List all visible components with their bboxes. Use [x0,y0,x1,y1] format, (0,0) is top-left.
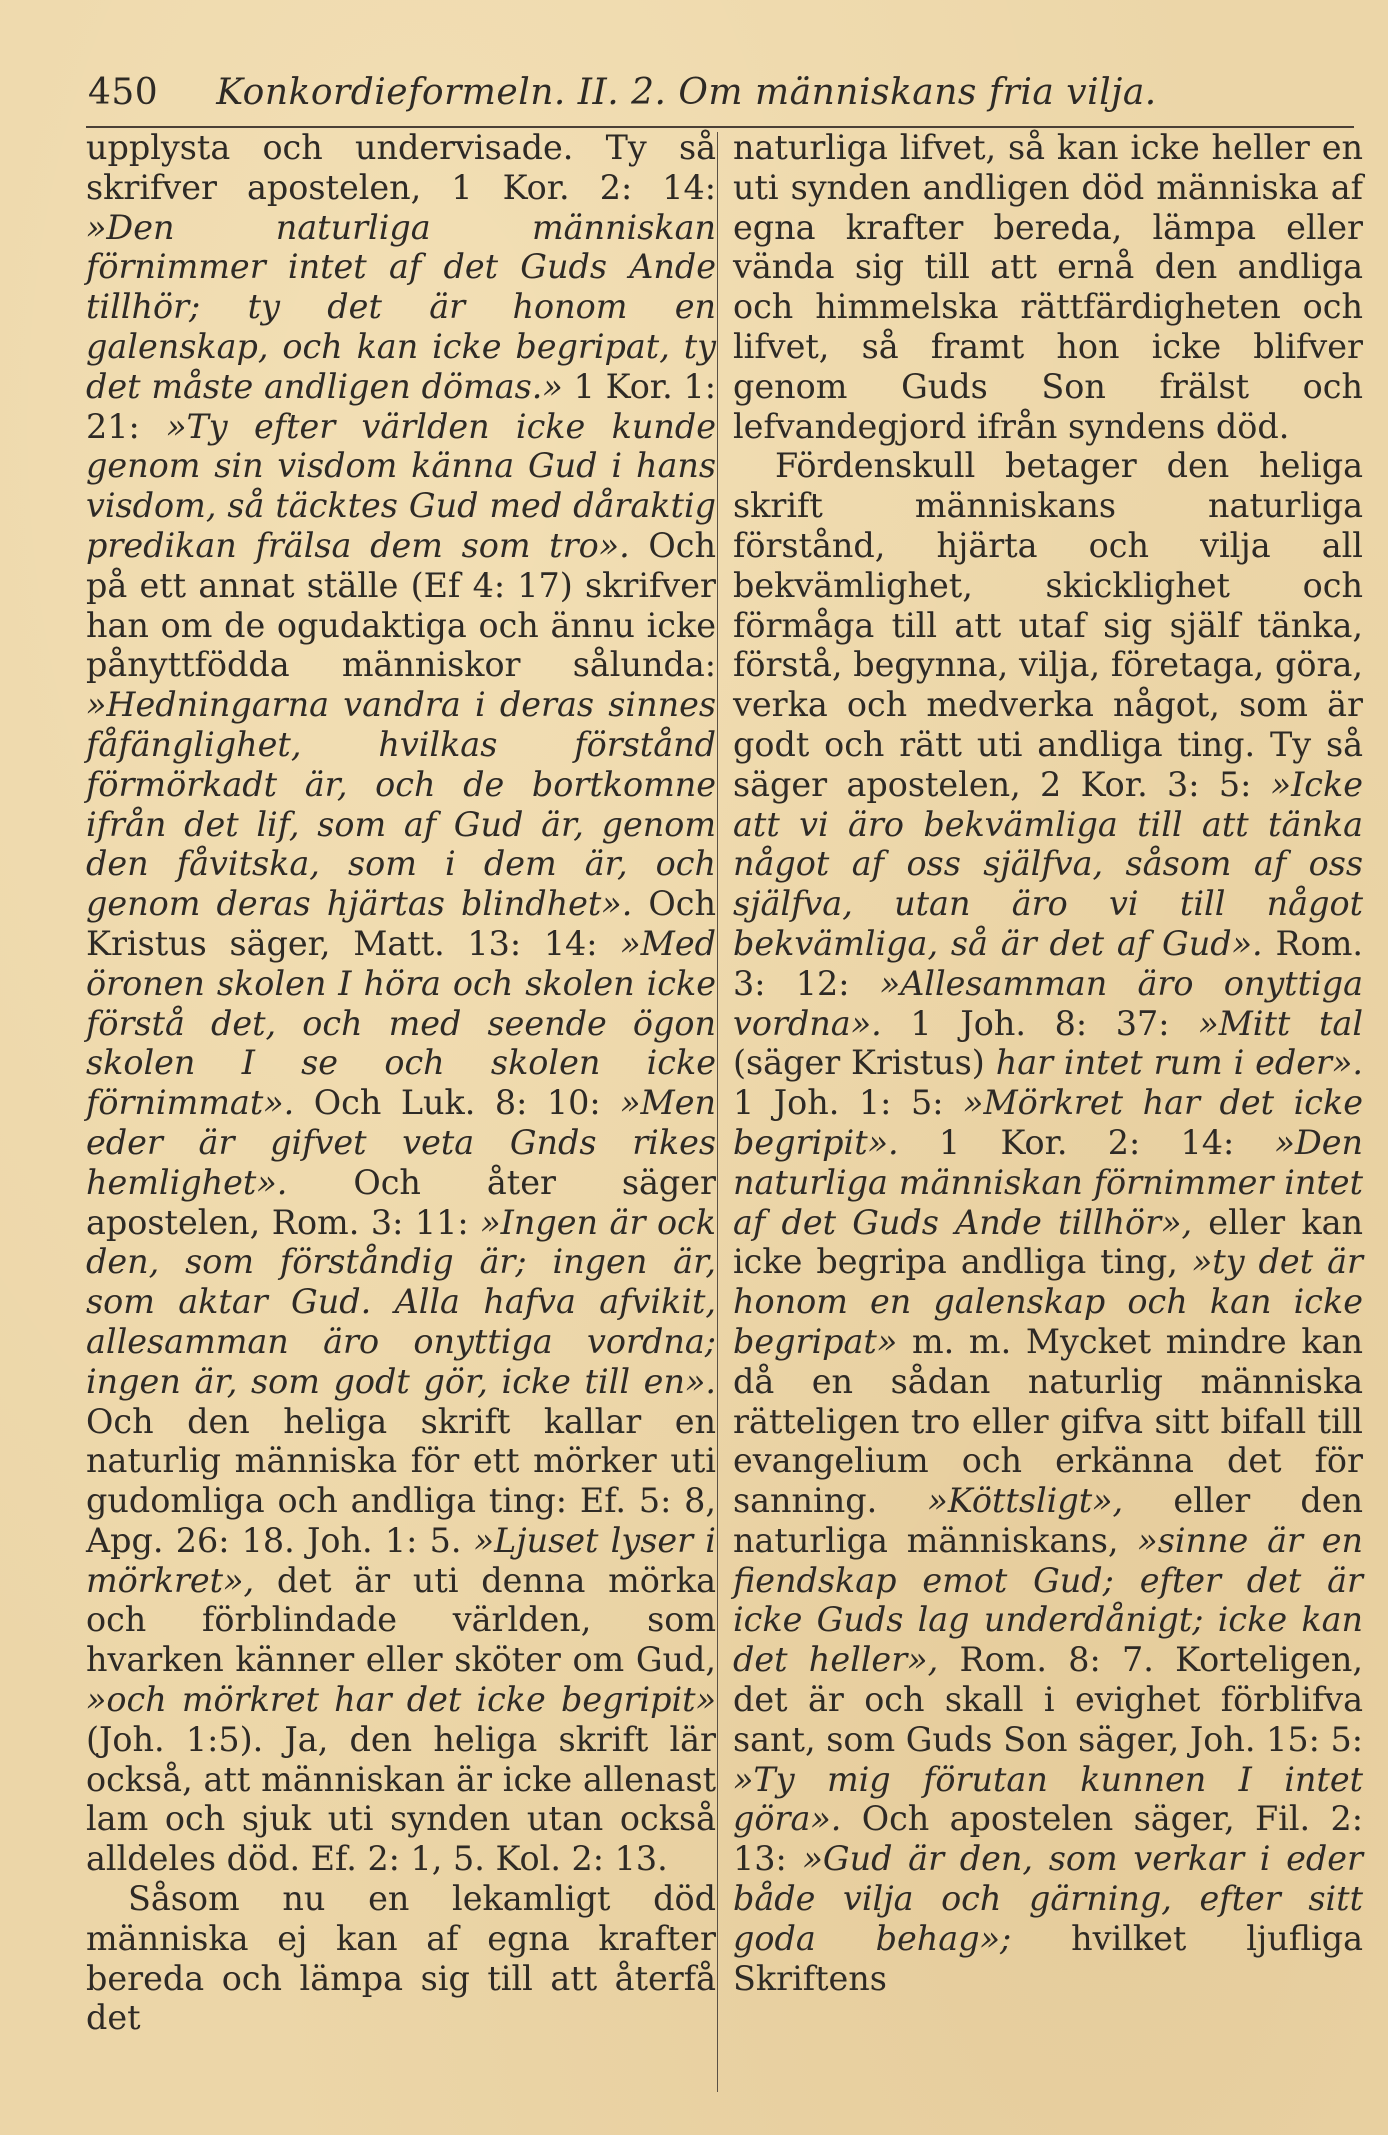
quoted-scripture: »ty det är honom en galenskap och kan icke begripat» [733,1242,1363,1361]
text-run: (Joh. 1:5). Ja, den heliga skrift lär också, att människan är icke allenast lam och sjuk uti synden utan också alldeles död. Ef. 2: 1, 5. Kol. 2: 13. [86,1719,716,1879]
quoted-scripture: »och mörkret har det icke begripit» [86,1680,716,1720]
text-run: Och den heliga skrift kallar en naturlig människa för ett mörker uti gudomliga och andliga ting: Ef. 5: 8, Apg. 26: 18. Joh. 1: 5. [86,1401,716,1560]
quoted-scripture: »Köttsligt», [927,1481,1124,1521]
paragraph [86,1879,716,2038]
text-run: eller den naturliga människans, [733,1481,1363,1560]
text-run: m. m. Mycket mindre kan då en sådan naturlig människa rätteligen tro eller gifva sitt bifall till evangelium och erkänna det för sanning. [733,1321,1363,1521]
quoted-scripture: »Icke att vi äro bekvämliga till att tänka något af oss själfva, såsom af oss själfva, utan äro vi till något bekvämliga, så är det af Gud». [733,764,1363,963]
page-number: 450 [88,72,159,113]
quoted-scripture: »sinne är en fiendskap emot Gud; efter det är icke Guds lag underdånigt; icke kan det heller», [733,1520,1363,1680]
quoted-scripture: »Gud är den, som verkar i eder både vilja och gärning, efter sitt goda behag»; [733,1839,1363,1958]
text-run: Såsom nu en lekamligt död människa ej kan af egna krafter bereda och lämpa sig till att återfå det [86,1879,716,2038]
paragraph [733,446,1363,1998]
running-head [88,72,1358,113]
text-run: 1 Kor. 1: 21: [86,366,716,446]
text-run: upplysta och undervisade. Ty så skrifver apostelen, 1 Kor. 2: 14: [86,128,716,207]
quoted-scripture: »Med öronen skolen I höra och skolen icke förstå det, och med seende ögon skolen I se och skolen icke förnimmat». [86,923,716,1123]
text-run: (säger Kristus) [733,1043,996,1083]
quoted-scripture: »Allesamman äro onyttiga vordna». [733,963,1363,1043]
column-divider [717,132,718,2092]
running-title: Konkordieformeln. II. 2. Om människans fria vilja. [216,72,1157,113]
quoted-scripture: »Mörkret har det icke begripit». [733,1083,1364,1162]
text-run: 1 Kor. 2: 14: [898,1122,1275,1162]
paragraph [733,128,1363,446]
paragraph [86,128,716,1879]
text-run: Och Luk. 8: 10: [294,1083,621,1123]
quoted-scripture: »Den naturliga människan förnimmer intet af det Guds Ande tillhör», [733,1122,1363,1242]
text-run: Rom. 3: 12: [733,923,1363,1003]
text-run: eller kan icke begripa andliga ting, [733,1202,1363,1282]
quoted-scripture: »Ljuset lyser i mörkret», [86,1520,716,1600]
text-run: Och på ett annat ställe (Ef 4: 17) skrifver han om de ogudaktiga och ännu icke pånyttfödda människor sålunda: [86,525,716,685]
quoted-scripture: »Men eder är gifvet veta Gnds rikes hemlighet». [86,1083,716,1202]
quoted-scripture: »Mitt tal [1198,1003,1363,1043]
quoted-scripture: »Ty mig förutan kunnen I intet göra». [733,1759,1363,1839]
text-run: Och åter säger apostelen, Rom. 3: 11: [86,1162,716,1242]
quoted-scripture: har intet rum i eder». [995,1043,1364,1083]
quoted-scripture: »Ingen är ock den, som förståndig är; ingen är, som aktar Gud. Alla hafva afvikit, allesamman äro onyttiga vordna; ingen är, som godt gör, icke till en». [86,1202,716,1401]
quoted-scripture: »Hedningarna vandra i deras sinnes fåfänglighet, hvilkas förstånd förmörkadt är, och de bortkomne ifrån det lif, som af Gud är, genom den fåvitska, som i dem är, och genom deras hjärtas blindhet». [86,685,716,924]
text-run: Rom. 8: 7. Korteligen, det är och skall i evighet förblifva sant, som Guds Son säger, Joh. 15: 5: [733,1640,1363,1759]
text-run: Och apostelen säger, Fil. 2: 13: [733,1799,1363,1879]
quoted-scripture: »Ty efter världen icke kunde genom sin visdom känna Gud i hans visdom, så täcktes Gud med dåraktig predikan frälsa dem som tro». [86,406,716,565]
right-column [733,128,1363,1998]
text-run: hvilket ljufliga Skriftens [733,1918,1363,1998]
text-run: Och Kristus säger, Matt. 13: 14: [86,884,716,963]
text-run: det är uti denna mörka och förblindade världen, som hvarken känner eller sköter om Gud, [86,1560,716,1680]
text-run: Fördenskull betager den heliga skrift människans naturliga förstånd, hjärta och vilja all bekvämlighet, skicklighet och förmåga till att utaf sig själf tänka, förstå, begynna, vilja, företaga, göra, verka och medverka något, som är godt och rätt uti andliga ting. Ty så säger apostelen, 2 Kor. 3: 5: [733,446,1363,804]
text-run: naturliga lifvet, så kan icke heller en uti synden andligen död människa af egna krafter bereda, lämpa eller vända sig till att ernå den andliga och himmelska rättfärdigheten och lifvet, så framt hon icke blifver genom Guds Son frälst och lefvandegjord ifrån syndens död. [733,128,1363,446]
quoted-scripture: »Den naturliga människan förnimmer intet af det Guds Ande tillhör; ty det är honom en galenskap, och kan icke begripat, ty det måste andligen dömas.» [86,207,716,406]
text-run: 1 Joh. 1: 5: [733,1083,964,1123]
text-run: 1 Joh. 8: 37: [881,1003,1199,1043]
left-column [86,128,716,2038]
